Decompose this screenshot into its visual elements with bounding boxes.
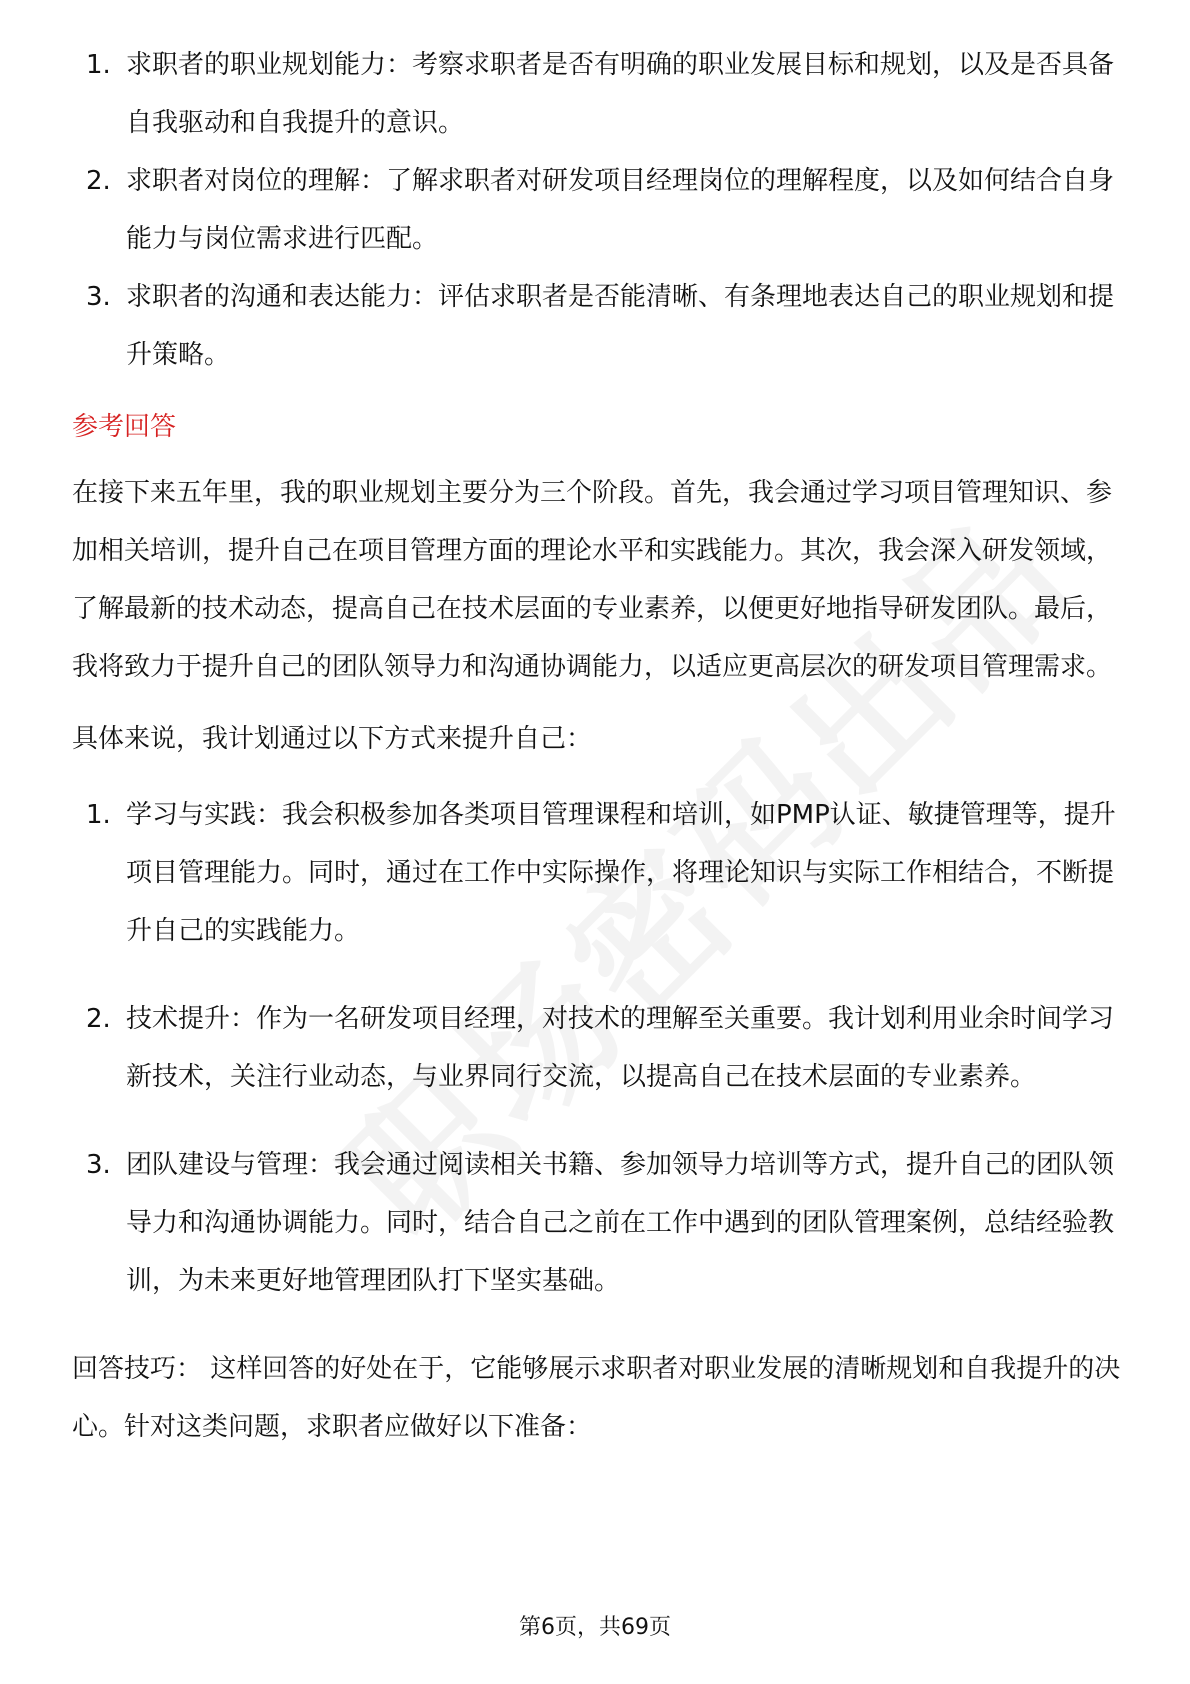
list-item-text: 技术提升：作为一名研发项目经理，对技术的理解至关重要。我计划利用业余时间学习新技术，关注行业动态，与业界同行交流，以提高自己在技术层面的专业素养。 bbox=[126, 1004, 1115, 1092]
list-item-text: 求职者的沟通和表达能力：评估求职者是否能清晰、有条理地表达自己的职业规划和提升策略。 bbox=[126, 282, 1115, 370]
evaluation-criteria-list bbox=[72, 36, 1122, 384]
list-number: 2. bbox=[86, 1004, 111, 1034]
page-content bbox=[72, 36, 1122, 1456]
list-item bbox=[72, 786, 1122, 960]
list-item-text: 团队建设与管理：我会通过阅读相关书籍、参加领导力培训等方式，提升自己的团队领导力和沟通协调能力。同时，结合自己之前在工作中遇到的团队管理案例，总结经验教训，为未来更好地管理团队打下坚实基础。 bbox=[126, 1150, 1115, 1296]
list-number: 2. bbox=[86, 166, 111, 196]
list-item bbox=[72, 36, 1122, 152]
list-number: 1. bbox=[86, 50, 111, 80]
list-item bbox=[72, 152, 1122, 268]
list-item bbox=[72, 268, 1122, 384]
list-item bbox=[72, 990, 1122, 1106]
list-number: 3. bbox=[86, 282, 111, 312]
list-number: 3. bbox=[86, 1150, 111, 1180]
answer-heading: 参考回答 bbox=[72, 412, 177, 442]
tip-paragraph: 回答技巧： 这样回答的好处在于，它能够展示求职者对职业发展的清晰规划和自我提升的决心。针对这类问题，求职者应做好以下准备： bbox=[72, 1354, 1121, 1442]
intro-line: 具体来说，我计划通过以下方式来提升自己： bbox=[72, 724, 593, 754]
page-number-footer: 第6页，共69页 bbox=[519, 1615, 671, 1640]
list-number: 1. bbox=[86, 800, 111, 830]
list-item-text: 学习与实践：我会积极参加各类项目管理课程和培训，如PMP认证、敏捷管理等，提升项目管理能力。同时，通过在工作中实际操作，将理论知识与实际工作相结合，不断提升自己的实践能力。 bbox=[126, 800, 1116, 946]
list-item bbox=[72, 1136, 1122, 1310]
answer-paragraph: 在接下来五年里，我的职业规划主要分为三个阶段。首先，我会通过学习项目管理知识、参加相关培训，提升自己在项目管理方面的理论水平和实践能力。其次，我会深入研发领域，了解最新的技术动态，提高自己在技术层面的专业素养，以便更好地指导研发团队。最后，我将致力于提升自己的团队领导力和沟通协调能力，以适应更高层次的研发项目管理需求。 bbox=[72, 478, 1113, 682]
improvement-plan-list bbox=[72, 786, 1122, 1310]
list-item-text: 求职者对岗位的理解：了解求职者对研发项目经理岗位的理解程度，以及如何结合自身能力与岗位需求进行匹配。 bbox=[126, 166, 1115, 254]
list-item-text: 求职者的职业规划能力：考察求职者是否有明确的职业发展目标和规划，以及是否具备自我驱动和自我提升的意识。 bbox=[126, 50, 1115, 138]
